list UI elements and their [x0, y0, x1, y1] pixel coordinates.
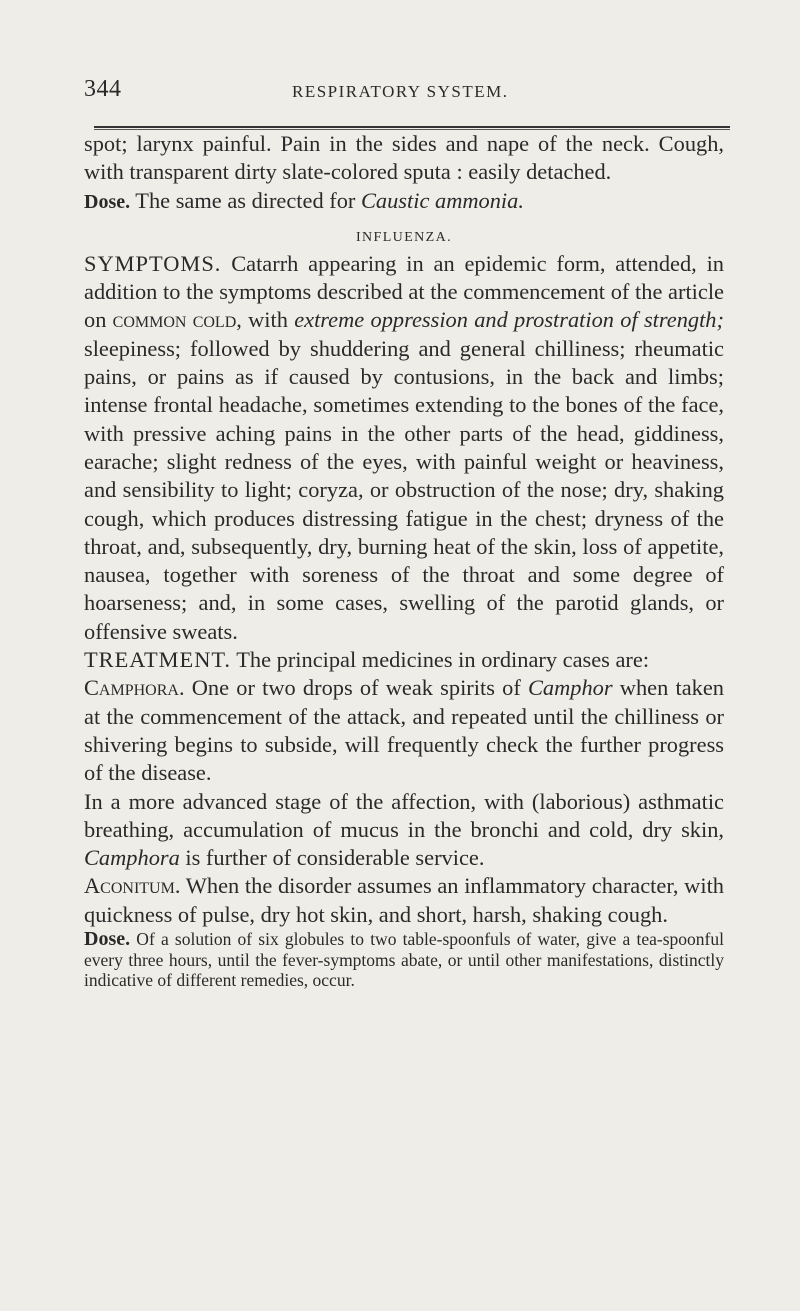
symptoms-text-b: , with [236, 307, 295, 333]
symptoms-ref: common cold [112, 307, 237, 333]
symptoms-text-c: sleepiness; followed by shuddering and general chilliness; rheumatic pains, or pains as if caused by contusions, in the back and limbs; intense frontal headache, sometimes extending to the bones of the face, with pressive aching pains in the other parts of the head, giddiness, earache; slight redness of the eyes, with painful weight or heaviness, and sensibility to light; coryza, or obstruction of the nose; dry, shaking cough, which produces distressing fatigue in the chest; dryness of the throat, and, subsequently, dry, burning heat of the skin, loss of appetite, nausea, together with soreness of the throat and some degree of hoarseness; and, in some cases, swelling of the parotid glands, or offensive sweats. [84, 335, 724, 644]
camphora-paragraph [84, 674, 724, 787]
header-rule-thin [94, 129, 730, 130]
dose-remedy: Caustic ammonia. [360, 187, 524, 213]
symptoms-text-a: Catarrh appearing in an epidemic form, attended, in addition to the symptoms described at the commencement of the article on [84, 250, 724, 333]
book-page [84, 66, 724, 991]
camphora2-text-b: is further of considerable service. [179, 845, 485, 871]
dose-text: The same as directed for [130, 187, 361, 213]
camphora2-text-a: In a more advanced stage of the affection, with (laborious) asthmatic breathing, accumulation of mucus in the bronchi and cold, dry skin, [84, 788, 724, 842]
camphora-italic: Camphor [527, 675, 613, 701]
dose2-text: Of a solution of six globules to two table-spoonfuls of water, give a tea-spoonful every three hours, until the fever-symptoms abate, or until other manifestations, distinctly indicative of different remedies, occur. [84, 929, 724, 991]
dose2-paragraph [84, 929, 724, 991]
symptoms-paragraph [84, 250, 724, 646]
intro-text: spot; larynx painful. Pain in the sides and nape of the neck. Cough, with transparent dirty slate-colored sputa : easily detached. [84, 131, 724, 185]
intro-paragraph [84, 130, 724, 187]
dose-label: Dose. [84, 190, 131, 213]
camphora-text-a: One or two drops of weak spirits of [184, 675, 528, 701]
symptoms-label: SYMPTOMS. [84, 250, 222, 276]
page-header [84, 66, 724, 102]
dose-paragraph [84, 187, 724, 216]
header-rule [94, 126, 730, 128]
body-text [84, 130, 724, 991]
camphora-advanced-paragraph [84, 788, 724, 873]
dose2-label: Dose. [84, 928, 131, 951]
camphora-text-b: when taken at the commencement of the attack, and repeated until the chilliness or shivering begins to subside, will frequently check the further progress of the disease. [84, 675, 724, 786]
aconitum-text: When the disorder assumes an inflammatory character, with quickness of pulse, dry hot skin, and short, harsh, shaking cough. [84, 873, 724, 927]
symptoms-emphasis: extreme oppression and prostration of strength; [294, 307, 724, 333]
treatment-paragraph [84, 646, 724, 674]
camphora-label: Camphora. [84, 675, 185, 701]
treatment-label: TREATMENT. [84, 647, 232, 673]
page-number: 344 [84, 76, 122, 102]
aconitum-label: Aconitum. [84, 873, 181, 899]
running-head: RESPIRATORY SYSTEM. [292, 82, 509, 101]
treatment-text: The principal medicines in ordinary cases are: [231, 647, 650, 673]
aconitum-paragraph [84, 872, 724, 929]
section-title: INFLUENZA. [355, 229, 453, 245]
camphora2-italic: Camphora [84, 845, 180, 871]
